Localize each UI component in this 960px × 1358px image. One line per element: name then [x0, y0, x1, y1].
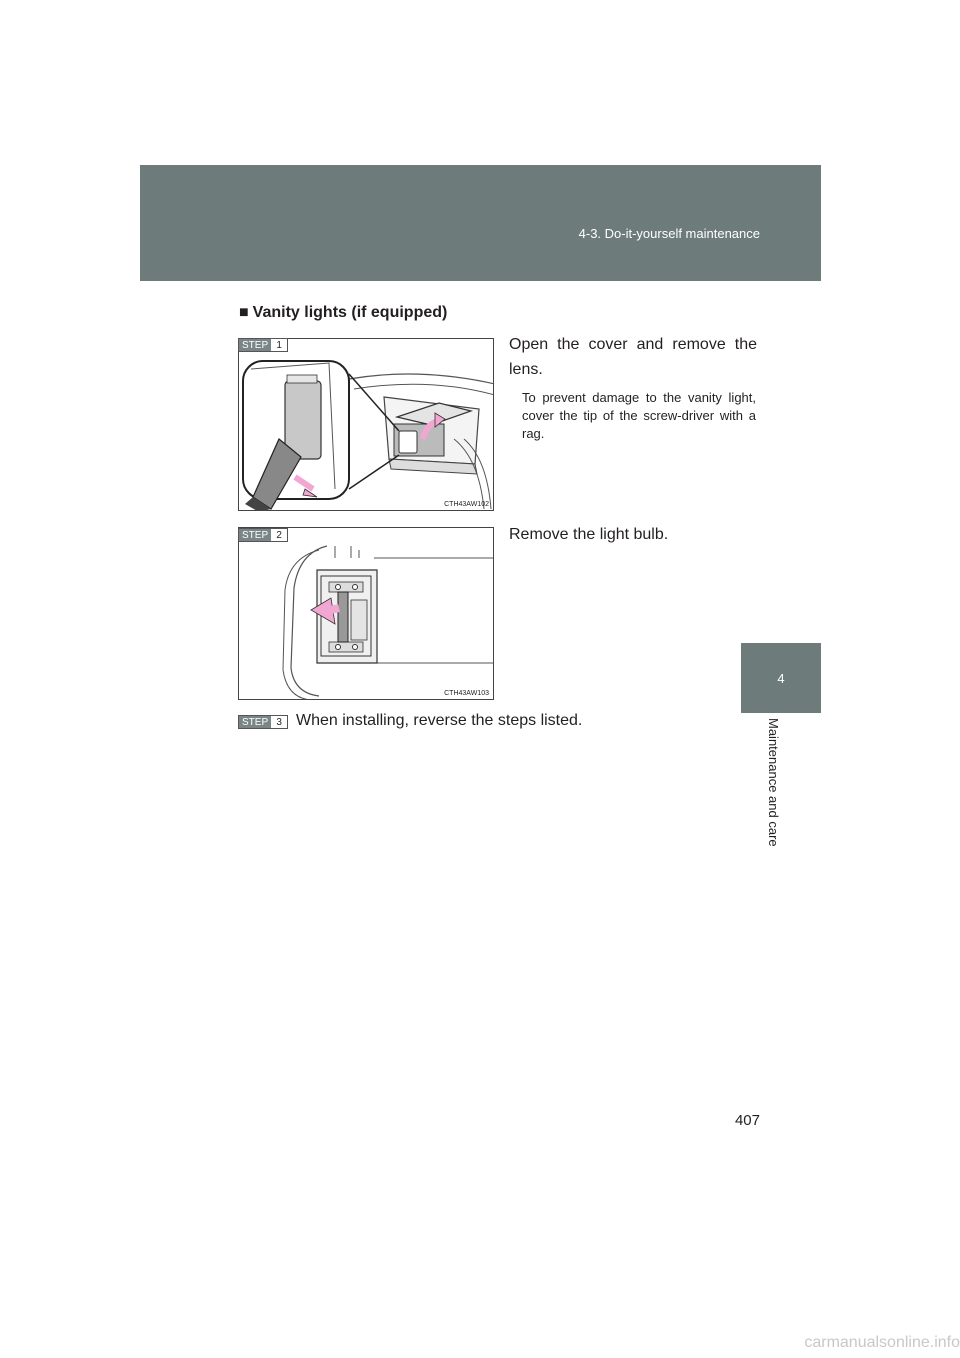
step-1-note: To prevent damage to the vanity light, cover the tip of the screw-driver with a rag.: [522, 390, 756, 441]
step-label: STEP: [239, 716, 271, 728]
step-label: STEP: [239, 529, 271, 541]
section-title: Vanity lights (if equipped): [252, 304, 448, 321]
step-number: 2: [271, 529, 287, 541]
step-number: 3: [271, 716, 287, 728]
figure-code: CTH43AW103: [444, 690, 489, 697]
header-section-title: 4-3. Do-it-yourself maintenance: [578, 226, 760, 241]
step-3-badge: [238, 715, 288, 729]
step-1-text: Open the cover and remove the lens.: [509, 336, 757, 378]
watermark: carmanualsonline.info: [804, 1334, 960, 1351]
side-tab-number: 4: [777, 671, 785, 686]
step-1-badge: [238, 338, 288, 352]
figure-step-2: [238, 527, 494, 700]
header-band: [140, 165, 821, 281]
light-bulb-removal-illustration: [239, 528, 494, 700]
figure-step-1: [238, 338, 494, 511]
step-2-text: Remove the light bulb.: [509, 526, 669, 543]
section-heading: [239, 304, 447, 322]
side-tab-label: Maintenance and care: [766, 718, 781, 847]
step-2-badge: [238, 528, 288, 542]
step-3-text: When installing, reverse the steps listed.: [296, 712, 583, 729]
figure-code: CTH43AW102: [444, 501, 489, 508]
square-bullet-icon: ■: [239, 304, 249, 321]
page-number: 407: [734, 1112, 760, 1129]
vanity-light-cover-illustration: [239, 339, 494, 511]
step-number: 1: [271, 339, 287, 351]
step-label: STEP: [239, 339, 271, 351]
